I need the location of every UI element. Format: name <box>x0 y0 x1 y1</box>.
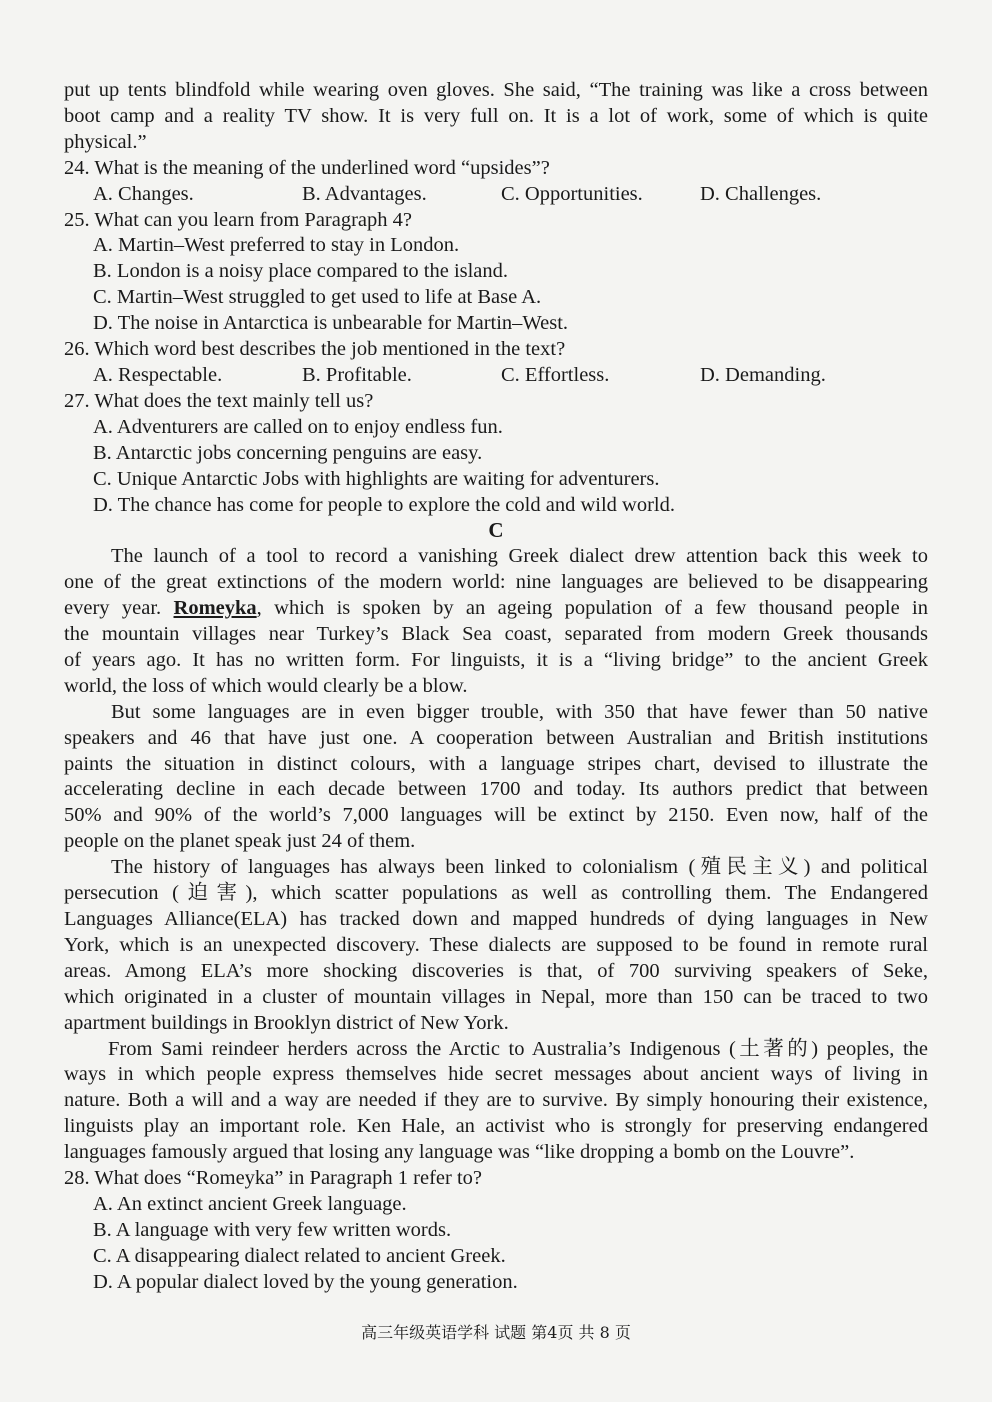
option-a: A. Adventurers are called on to enjoy endless fun. <box>93 415 503 438</box>
passage-line: put up tents blindfold while wearing oven gloves. She said, “The training was like a cross between <box>64 79 928 101</box>
option-a: A. Respectable. <box>93 363 223 386</box>
option-c: C. Effortless. <box>501 363 610 386</box>
option-a: A. Changes. <box>93 182 194 205</box>
paragraph-line: 50% and 90% of the world’s 7,000 languages will be extinct by 2150. Even now, half of the <box>64 804 928 827</box>
paragraph-line: apartment buildings in Brooklyn district of New York. <box>64 1011 509 1034</box>
option-a: A. Martin–West preferred to stay in London. <box>93 234 460 257</box>
underlined-word-romeyka: Romeyka <box>173 597 257 620</box>
paragraph-4 <box>64 1037 928 1167</box>
option-d: D. Demanding. <box>700 363 826 386</box>
paragraph-line: linguists play an important role. Ken Hale, an activist who is strongly for preserving endangered <box>64 1115 928 1138</box>
option-b: B. A language with very few written words. <box>93 1218 452 1241</box>
option-b: B. Advantages. <box>302 182 427 205</box>
paragraph-line: languages famously argued that losing any language was “like dropping a bomb on the Louvre”. <box>64 1141 855 1164</box>
paragraph-line: which originated in a cluster of mountain villages in Nepal, more than 150 can be traced to two <box>64 985 928 1008</box>
option-c: C. Opportunities. <box>501 182 643 205</box>
paragraph-line: speakers and 46 that have just one. A cooperation between Australian and British institutions <box>64 726 928 749</box>
option-d: D. The chance has come for people to explore the cold and wild world. <box>93 493 675 516</box>
paragraph-line: The history of languages has always been linked to colonialism (殖民主义) and political <box>111 856 928 879</box>
option-c: C. Martin–West struggled to get used to life at Base A. <box>93 286 542 309</box>
question-28 <box>64 1166 928 1296</box>
question-27 <box>64 389 928 519</box>
passage-line: boot camp and a reality TV show. It is very full on. It is a lot of work, some of which is quite <box>64 104 928 127</box>
section-heading: C <box>488 518 504 543</box>
paragraph-line: Languages Alliance(ELA) has tracked down and mapped hundreds of dying languages in New <box>64 908 928 930</box>
question-stem: 25. What can you learn from Paragraph 4? <box>64 208 412 231</box>
option-a: A. An extinct ancient Greek language. <box>93 1192 407 1215</box>
paragraph-line: But some languages are in even bigger trouble, with 350 that have fewer than 50 native <box>111 700 928 723</box>
option-b: B. Profitable. <box>302 363 412 386</box>
paragraph-line: areas. Among ELA’s more shocking discoveries is that, of 700 surviving speakers of Seke, <box>64 959 928 982</box>
option-d: D. The noise in Antarctica is unbearable for Martin–West. <box>93 312 569 335</box>
paragraph-line: The launch of a tool to record a vanishing Greek dialect drew attention back this week to <box>111 545 928 568</box>
paragraph-line: paints the situation in distinct colours, with a language stripes chart, devised to illustrate the <box>64 752 928 775</box>
passage-line: physical.” <box>64 130 147 153</box>
paragraph-line <box>64 596 928 622</box>
page-footer: 高三年级英语学科 试题 第4页 共 8 页 <box>361 1323 631 1342</box>
option-d: D. A popular dialect loved by the young generation. <box>93 1270 518 1293</box>
paragraph-line: people on the planet speak just 24 of them. <box>64 830 416 853</box>
paragraph-line: ways in which people express themselves hide secret messages about ancient ways of living in <box>64 1063 928 1086</box>
paragraph-line: York, which is an unexpected discovery. These dialects are supposed to be found in remote rural <box>64 933 928 956</box>
option-c: C. A disappearing dialect related to ancient Greek. <box>93 1244 506 1267</box>
question-stem: 26. Which word best describes the job mentioned in the text? <box>64 338 566 361</box>
question-stem: 27. What does the text mainly tell us? <box>64 389 374 412</box>
text-span: every year. <box>64 597 174 620</box>
option-c: C. Unique Antarctic Jobs with highlights are waiting for adventurers. <box>93 467 660 490</box>
paragraph-line: From Sami reindeer herders across the Arctic to Australia’s Indigenous (土著的) peoples, the <box>108 1037 928 1060</box>
text-span: , which is spoken by an ageing population of a few thousand people in <box>256 597 928 620</box>
paragraph-line: persecution (迫害), which scatter populations as well as controlling them. The Endangered <box>64 882 928 905</box>
paragraph-line: one of the great extinctions of the modern world: nine languages are believed to be disappearing <box>64 571 928 594</box>
paragraph-3 <box>64 855 928 1036</box>
question-stem: 28. What does “Romeyka” in Paragraph 1 refer to? <box>64 1167 483 1190</box>
paragraph-1 <box>64 544 928 699</box>
paragraph-line: accelerating decline in each decade between 1700 and today. Its authors predict that between <box>64 778 928 801</box>
question-stem: 24. What is the meaning of the underlined word “upsides”? <box>64 156 550 179</box>
paragraph-line: of years ago. It has no written form. For linguists, it is a “living bridge” to the ancient Greek <box>64 648 928 671</box>
options-row <box>64 363 928 389</box>
options-row <box>64 182 928 208</box>
question-25 <box>64 208 928 338</box>
question-24 <box>64 156 928 208</box>
option-b: B. London is a noisy place compared to the island. <box>93 260 509 283</box>
paragraph-line: world, the loss of which would clearly be a blow. <box>64 674 468 697</box>
paragraph-2 <box>64 700 928 855</box>
option-b: B. Antarctic jobs concerning penguins are easy. <box>93 441 483 464</box>
option-d: D. Challenges. <box>700 182 822 205</box>
paragraph-line: the mountain villages near Turkey’s Black Sea coast, separated from modern Greek thousands <box>64 623 928 646</box>
passage-b-tail <box>64 78 928 156</box>
question-26 <box>64 337 928 389</box>
paragraph-line: nature. Both a will and a way are needed if they are to survive. By simply honouring their existence, <box>64 1089 928 1112</box>
